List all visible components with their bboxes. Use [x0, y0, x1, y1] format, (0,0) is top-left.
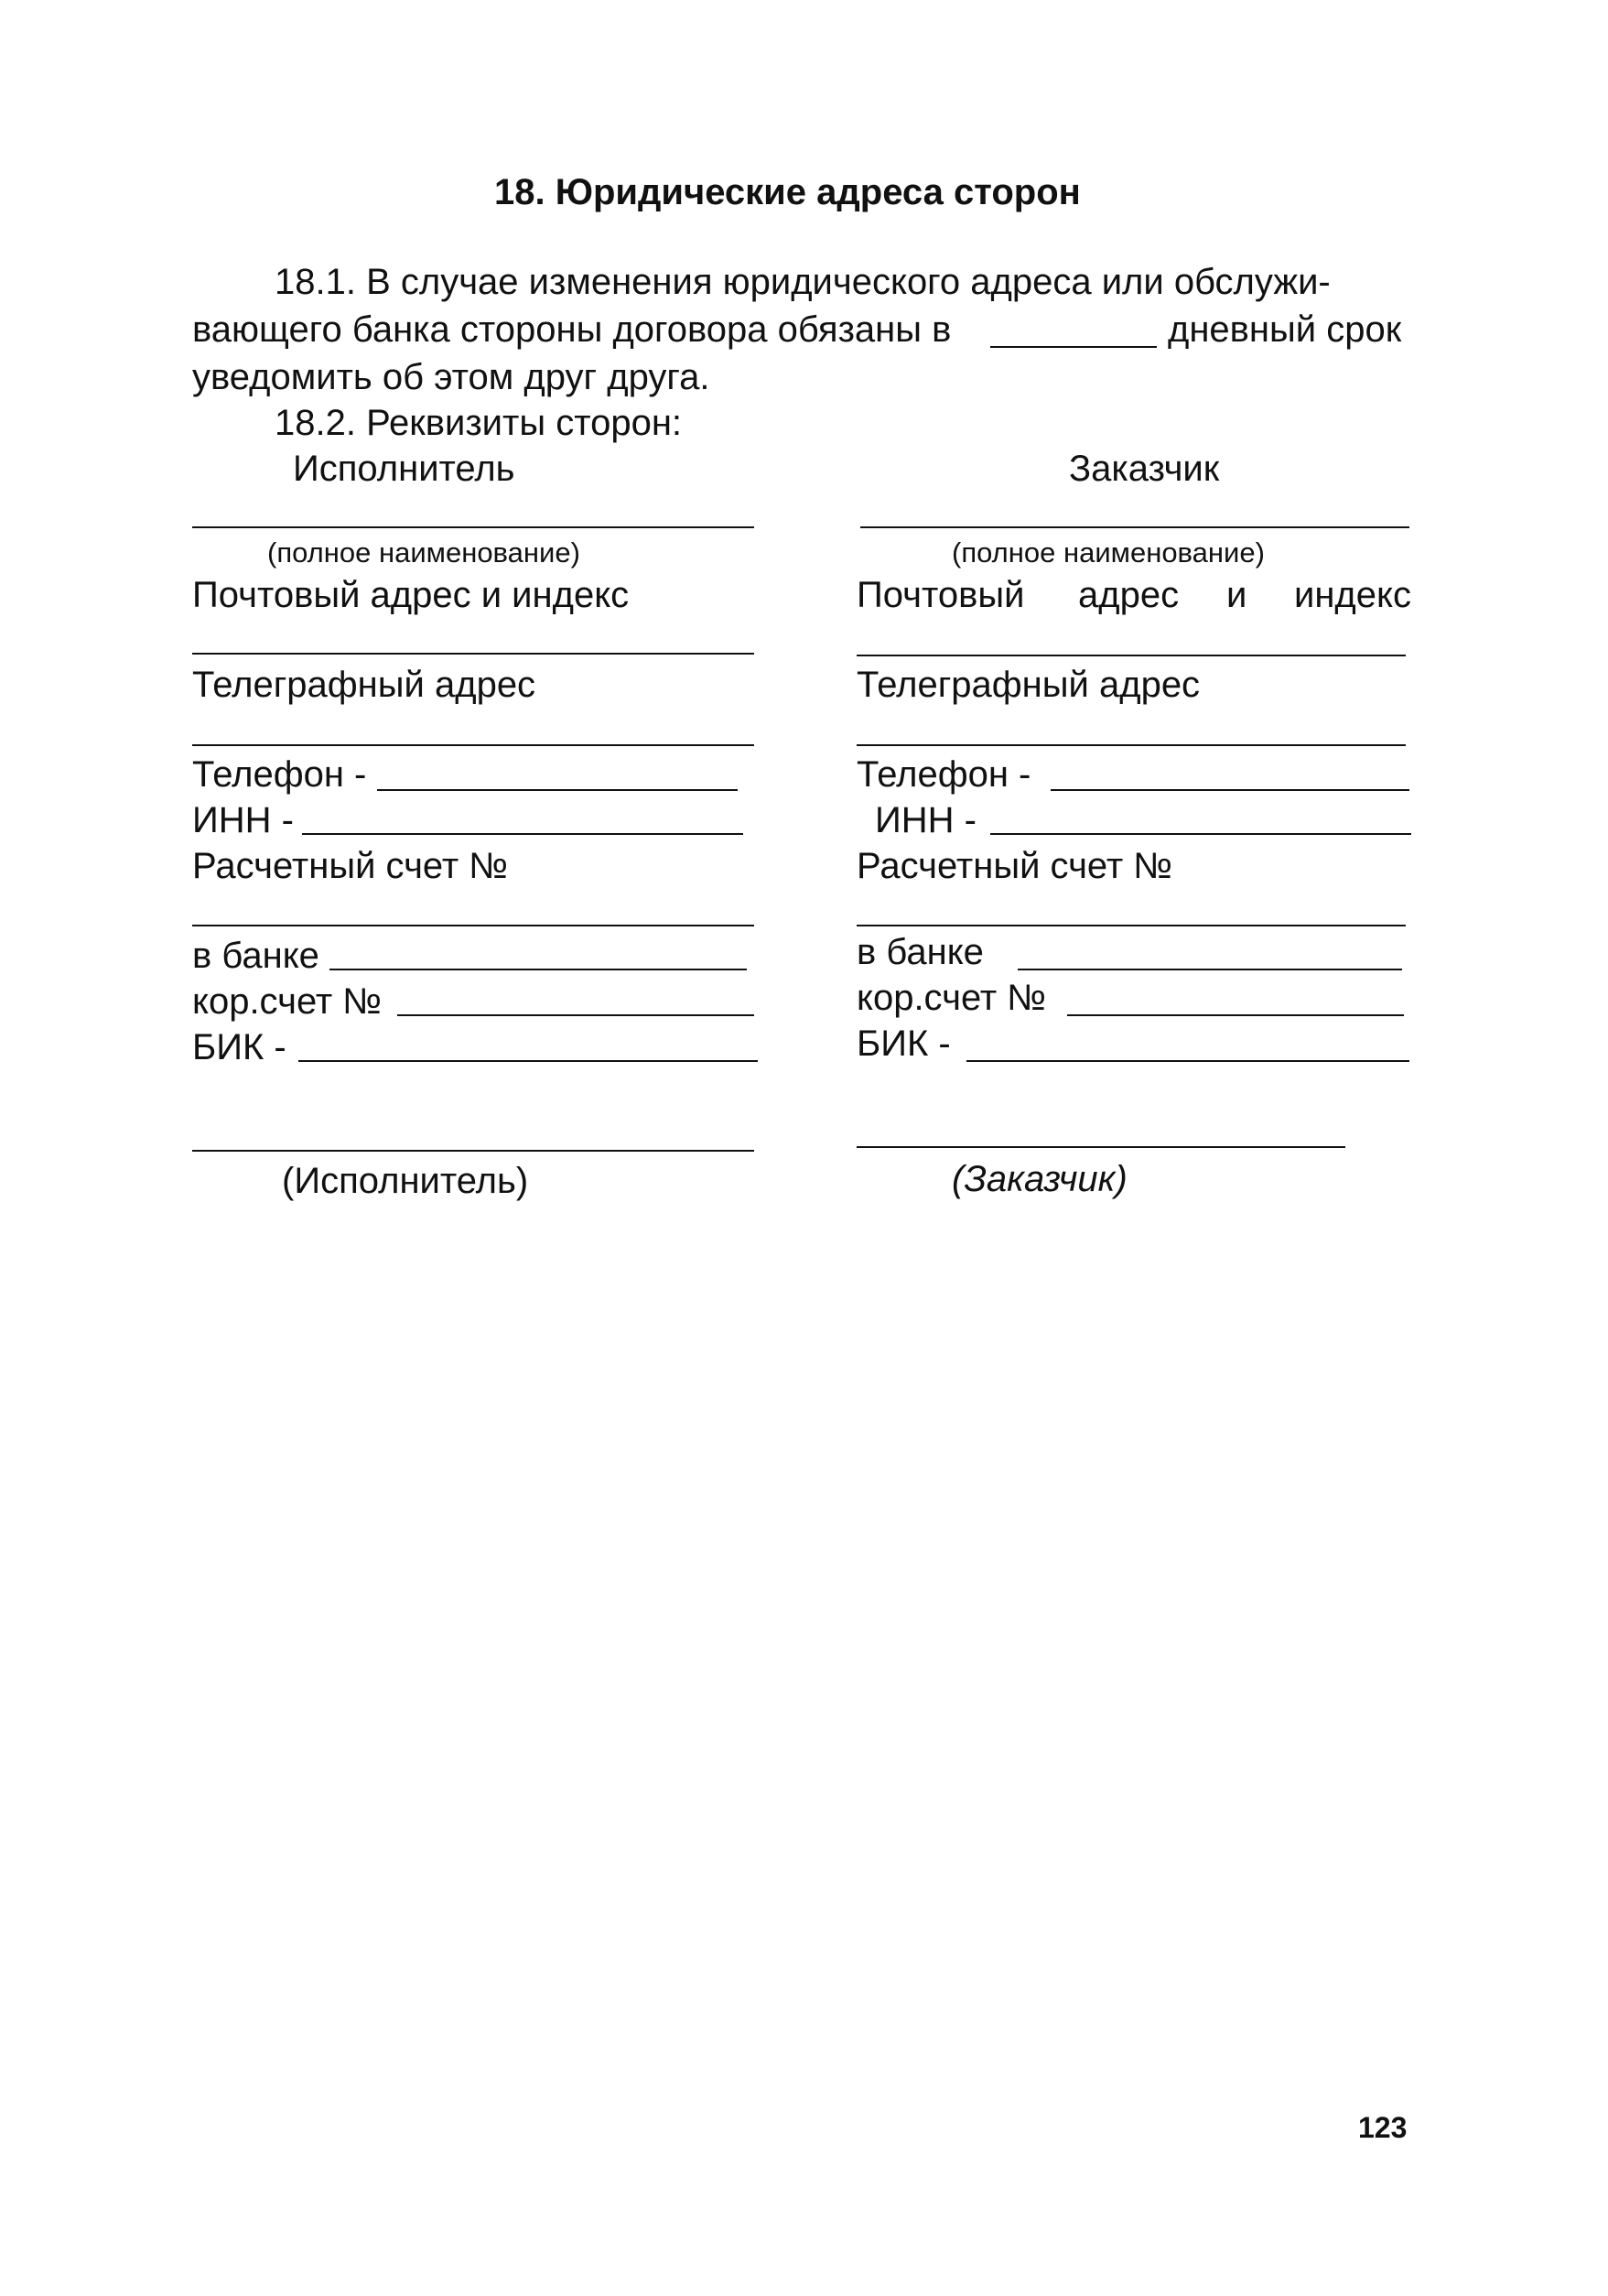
- left-telegraph-line: [192, 744, 754, 746]
- left-account-line: [192, 925, 754, 926]
- right-telegraph-line: [857, 744, 1406, 746]
- left-phone-line: [377, 789, 738, 791]
- left-bik-line: [298, 1060, 758, 1062]
- left-phone-label: Телефон -: [192, 754, 367, 795]
- right-corr-line: [1067, 1014, 1404, 1016]
- left-full-name-line: [192, 526, 754, 528]
- right-bank-line: [1018, 969, 1402, 970]
- left-bik-label: БИК -: [192, 1027, 286, 1067]
- para-18-1-line3: уведомить об этом друг друга.: [192, 357, 710, 397]
- right-signature-line: [857, 1146, 1345, 1148]
- right-postal-line: [857, 655, 1406, 656]
- right-inn-line: [990, 833, 1411, 835]
- left-inn-line: [302, 833, 743, 835]
- left-signature-line: [192, 1150, 754, 1152]
- right-party-title: Заказчик: [1069, 449, 1220, 489]
- right-inn-label: ИНН -: [875, 800, 977, 840]
- left-postal-label: Почтовый адрес и индекс: [192, 575, 630, 615]
- right-full-name-caption: (полное наименование): [952, 536, 1265, 569]
- left-party-title: Исполнитель: [293, 449, 515, 489]
- para-18-2: 18.2. Реквизиты сторон:: [275, 403, 683, 443]
- page-number: 123: [1358, 2111, 1408, 2144]
- left-account-label: Расчетный счет №: [192, 846, 509, 886]
- right-phone-label: Телефон -: [857, 754, 1031, 795]
- right-postal-word4: индекс: [1294, 575, 1411, 615]
- left-full-name-caption: (полное наименование): [267, 536, 580, 569]
- right-account-label: Расчетный счет №: [857, 846, 1173, 886]
- left-bank-line: [329, 969, 747, 970]
- section-heading: 18. Юридические адреса сторон: [494, 172, 1081, 212]
- left-inn-label: ИНН -: [192, 800, 294, 840]
- right-account-line: [857, 925, 1406, 926]
- para-18-1-line2a: вающего банка стороны договора обязаны в: [192, 309, 952, 350]
- right-phone-line: [1051, 789, 1409, 791]
- right-bank-label: в банке: [857, 932, 984, 972]
- para-18-1-line1: 18.1. В случае изменения юридического адреса или обслужи-: [275, 262, 1331, 302]
- right-postal-word2: адрес: [1078, 575, 1180, 615]
- right-bik-label: БИК -: [857, 1023, 951, 1064]
- right-bik-line: [966, 1060, 1409, 1062]
- left-telegraph-label: Телеграфный адрес: [192, 665, 536, 705]
- right-telegraph-label: Телеграфный адрес: [857, 665, 1201, 705]
- left-postal-line: [192, 653, 754, 655]
- left-corr-label: кор.счет №: [192, 981, 383, 1022]
- right-signature-caption: (Заказчик): [952, 1159, 1128, 1199]
- right-full-name-line: [860, 526, 1409, 528]
- left-corr-line: [397, 1014, 754, 1016]
- days-blank-line: [990, 346, 1157, 348]
- left-signature-caption: (Исполнитель): [282, 1161, 529, 1201]
- left-bank-label: в банке: [192, 936, 319, 976]
- para-18-1-line2b: дневный срок: [1168, 309, 1402, 350]
- right-postal-word3: и: [1226, 575, 1247, 615]
- right-postal-word1: Почтовый: [857, 575, 1025, 615]
- right-corr-label: кор.счет №: [857, 978, 1047, 1018]
